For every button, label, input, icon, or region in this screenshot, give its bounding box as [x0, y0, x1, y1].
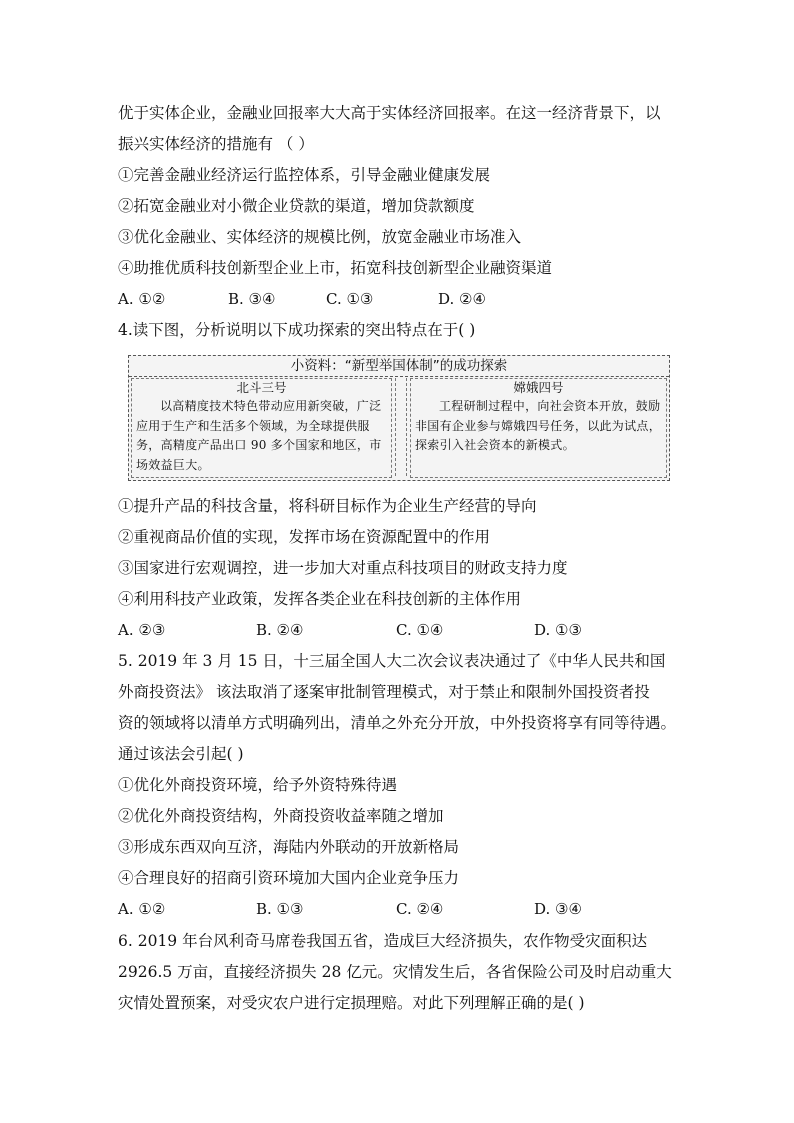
info-box-divider [395, 378, 407, 476]
info-box-right-panel [410, 378, 667, 478]
info-box-left-panel [131, 378, 392, 478]
q3-option-b: B. ③④ [228, 290, 276, 308]
info-box [128, 355, 670, 481]
q5-stem-line-1: 5. 2019 年 3 月 15 日，十三届全国人大二次会议表决通过了《中华人民共和国 [118, 652, 666, 670]
q4-stem: 4.读下图，分析说明以下成功探索的突出特点在于( ) [118, 321, 476, 339]
q3-options [118, 289, 678, 309]
q3-option-c: C. ①③ [326, 290, 374, 308]
q5-item-2: ②优化外商投资结构，外商投资收益率随之增加 [118, 807, 444, 825]
q3-stem-line-1: 优于实体企业，金融业回报率大大高于实体经济回报率。在这一经济背景下，以 [118, 104, 661, 122]
q3-option-a: A. ①② [118, 290, 166, 308]
q4-item-2: ②重视商品价值的实现，发挥市场在资源配置中的作用 [118, 528, 491, 546]
info-box-left-text: 以高精度技术特色带动应用新突破，广泛应用于生产和生活多个领域，为全球提供服务，高精度产品出口 90 多个国家和地区，市场效益巨大。 [136, 399, 382, 472]
q5-stem-line-3: 资的领域将以清单方式明确列出，清单之外充分开放，中外投资将享有同等待遇。 [118, 714, 677, 732]
q3-item-2: ②拓宽金融业对小微企业贷款的渠道，增加贷款额度 [118, 197, 475, 215]
info-box-left-heading: 北斗三号 [236, 380, 287, 395]
q5-options [118, 899, 678, 919]
q5-option-d: D. ③④ [534, 900, 582, 918]
q6-stem-line-3: 灾情处置预案，对受灾农户进行定损理赔。对此下列理解正确的是( ) [118, 994, 585, 1012]
q5-option-c: C. ②④ [396, 900, 444, 918]
q3-item-3: ③优化金融业、实体经济的规模比例，放宽金融业市场准入 [118, 228, 522, 246]
q4-options [118, 620, 678, 640]
q4-option-a: A. ②③ [118, 621, 166, 639]
q3-option-d: D. ②④ [438, 290, 486, 308]
q5-option-a: A. ①② [118, 900, 166, 918]
q4-option-d: D. ①③ [534, 621, 582, 639]
q4-item-1: ①提升产品的科技含量，将科研目标作为企业生产经营的导向 [118, 497, 537, 515]
q5-stem-line-4: 通过该法会引起( ) [118, 745, 244, 763]
q4-item-4: ④利用科技产业政策，发挥各类企业在科技创新的主体作用 [118, 590, 522, 608]
q6-stem-line-1: 6. 2019 年台风利奇马席卷我国五省，造成巨大经济损失，农作物受灾面积达 [118, 932, 648, 950]
q5-item-4: ④合理良好的招商引资环境加大国内企业竞争压力 [118, 869, 460, 887]
q5-item-1: ①优化外商投资环境，给予外资特殊待遇 [118, 776, 398, 794]
info-box-title: 小资料：“新型举国体制”的成功探索 [129, 356, 669, 377]
q4-option-b: B. ②④ [256, 621, 304, 639]
q3-item-1: ①完善金融业经济运行监控体系，引导金融业健康发展 [118, 166, 491, 184]
info-box-right-heading: 嫦娥四号 [513, 380, 564, 395]
q5-stem-line-2: 外商投资法》 该法取消了逐案审批制管理模式，对于禁止和限制外国投资者投 [118, 683, 650, 701]
info-box-right-text: 工程研制过程中，向社会资本开放，鼓励非国有企业参与嫦娥四号任务，以此为试点，探索引入社会资本的新模式。 [415, 399, 662, 452]
q3-stem-line-2: 振兴实体经济的措施有 （ ） [118, 135, 314, 153]
q6-stem-line-2: 2926.5 万亩，直接经济损失 28 亿元。灾情发生后，各省保险公司及时启动重大 [118, 963, 672, 981]
q3-item-4: ④助推优质科技创新型企业上市，拓宽科技创新型企业融资渠道 [118, 259, 553, 277]
q4-option-c: C. ①④ [396, 621, 444, 639]
q5-item-3: ③形成东西双向互济，海陆内外联动的开放新格局 [118, 838, 460, 856]
q5-option-b: B. ①③ [256, 900, 304, 918]
q4-item-3: ③国家进行宏观调控，进一步加大对重点科技项目的财政支持力度 [118, 559, 568, 577]
